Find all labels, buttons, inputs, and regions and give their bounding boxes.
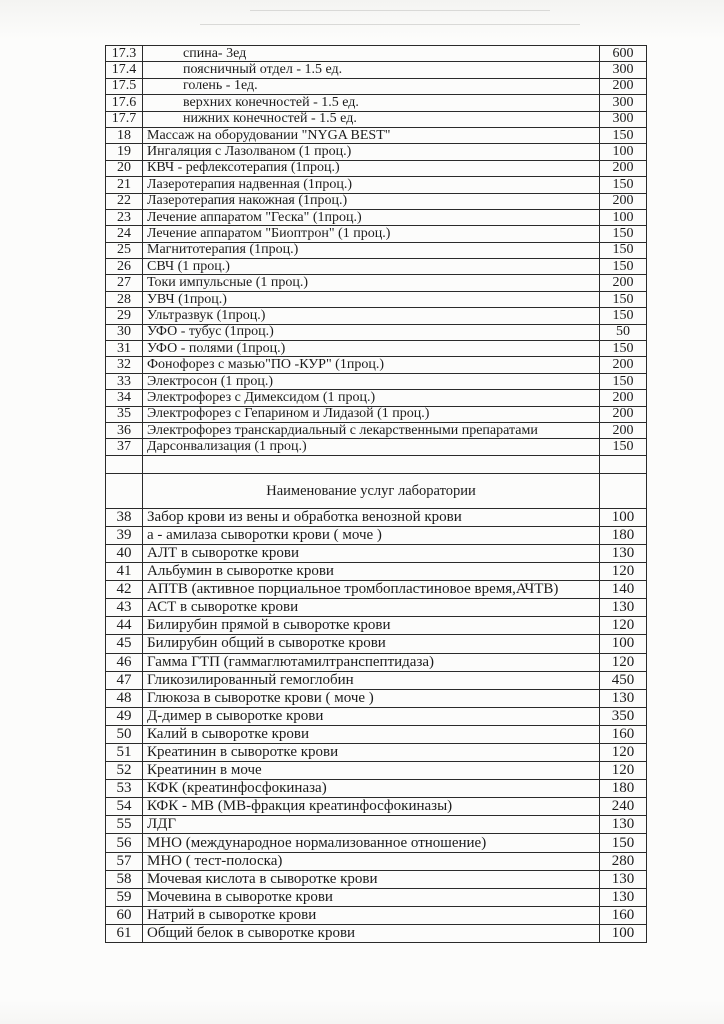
service-name: Глюкоза в сыворотке крови ( моче )	[143, 689, 600, 707]
service-name: Токи импульсные (1 проц.)	[143, 275, 600, 291]
service-name: верхних конечностей - 1.5 ед.	[143, 95, 600, 111]
service-price: 200	[600, 390, 647, 406]
service-name: Калий в сыворотке крови	[143, 725, 600, 743]
service-price: 100	[600, 635, 647, 653]
service-name: КФК (креатинфосфокиназа)	[143, 780, 600, 798]
row-number: 40	[106, 544, 143, 562]
service-name: Креатинин в сыворотке крови	[143, 743, 600, 761]
service-price: 280	[600, 852, 647, 870]
table-row	[106, 390, 647, 406]
service-name: голень - 1ед.	[143, 78, 600, 94]
table-row	[106, 544, 647, 562]
table-row	[106, 160, 647, 176]
table-row	[106, 177, 647, 193]
table-row	[106, 46, 647, 62]
service-name: Мочевая кислота в сыворотке крови	[143, 870, 600, 888]
table-row	[106, 291, 647, 307]
row-number: 19	[106, 144, 143, 160]
service-name: УВЧ (1проц.)	[143, 291, 600, 307]
service-name: Забор крови из вены и обработка венозной крови	[143, 508, 600, 526]
service-price: 180	[600, 526, 647, 544]
service-name: МНО ( тест-полоска)	[143, 852, 600, 870]
service-price: 450	[600, 671, 647, 689]
table-row	[106, 439, 647, 455]
service-price: 200	[600, 357, 647, 373]
service-name: а - амилаза сыворотки крови ( моче )	[143, 526, 600, 544]
bleed-through-line	[250, 10, 550, 11]
service-price: 160	[600, 906, 647, 924]
service-price: 200	[600, 193, 647, 209]
service-price: 100	[600, 508, 647, 526]
table-row	[106, 599, 647, 617]
table-row	[106, 798, 647, 816]
table-row	[106, 581, 647, 599]
service-name: Массаж на оборудовании "NYGA BEST"	[143, 127, 600, 143]
table-row	[106, 422, 647, 438]
row-number: 55	[106, 816, 143, 834]
lab-services-section	[106, 508, 647, 942]
row-number: 48	[106, 689, 143, 707]
table-row	[106, 743, 647, 761]
table-row	[106, 725, 647, 743]
service-name: Д-димер в сыворотке крови	[143, 707, 600, 725]
row-number: 21	[106, 177, 143, 193]
service-name: Ультразвук (1проц.)	[143, 308, 600, 324]
service-name: Лазеротерапия накожная (1проц.)	[143, 193, 600, 209]
bleed-through-line	[200, 24, 580, 25]
service-name: Гамма ГТП (гаммаглютамилтранспептидаза)	[143, 653, 600, 671]
service-name: поясничный отдел - 1.5 ед.	[143, 62, 600, 78]
service-price: 150	[600, 226, 647, 242]
service-price: 150	[600, 341, 647, 357]
row-number: 18	[106, 127, 143, 143]
service-price: 100	[600, 924, 647, 942]
blank-row	[106, 455, 647, 473]
service-name: нижних конечностей - 1.5 ед.	[143, 111, 600, 127]
service-price: 130	[600, 816, 647, 834]
section-row	[106, 473, 647, 508]
row-number: 29	[106, 308, 143, 324]
table-row	[106, 373, 647, 389]
row-number: 41	[106, 563, 143, 581]
table-row	[106, 924, 647, 942]
row-number: 44	[106, 617, 143, 635]
service-price: 100	[600, 209, 647, 225]
row-number: 22	[106, 193, 143, 209]
section-title: Наименование услуг лаборатории	[143, 473, 600, 508]
table-row	[106, 906, 647, 924]
service-price: 200	[600, 406, 647, 422]
service-name: КФК - МВ (МВ-фракция креатинфосфокиназы)	[143, 798, 600, 816]
service-price: 140	[600, 581, 647, 599]
service-name: Электрофорез с Димексидом (1 проц.)	[143, 390, 600, 406]
service-price: 300	[600, 95, 647, 111]
row-number: 35	[106, 406, 143, 422]
table-row	[106, 78, 647, 94]
row-number: 33	[106, 373, 143, 389]
service-price: 130	[600, 689, 647, 707]
service-name: УФО - полями (1проц.)	[143, 341, 600, 357]
service-name: Лазеротерапия надвенная (1проц.)	[143, 177, 600, 193]
row-number: 43	[106, 599, 143, 617]
service-name: Гликозилированный гемоглобин	[143, 671, 600, 689]
row-number: 26	[106, 259, 143, 275]
service-price: 200	[600, 275, 647, 291]
row-number: 17.7	[106, 111, 143, 127]
table-row	[106, 635, 647, 653]
service-price: 150	[600, 373, 647, 389]
service-name: Креатинин в моче	[143, 762, 600, 780]
row-number: 47	[106, 671, 143, 689]
row-number: 51	[106, 743, 143, 761]
service-name: ЛДГ	[143, 816, 600, 834]
row-number: 57	[106, 852, 143, 870]
service-price: 120	[600, 617, 647, 635]
table-row	[106, 324, 647, 340]
service-name: Лечение аппаратом "Биоптрон" (1 проц.)	[143, 226, 600, 242]
row-number: 17.3	[106, 46, 143, 62]
table-row	[106, 834, 647, 852]
service-price: 150	[600, 259, 647, 275]
table-row	[106, 111, 647, 127]
row-number: 56	[106, 834, 143, 852]
row-number: 60	[106, 906, 143, 924]
service-price: 160	[600, 725, 647, 743]
table-row	[106, 127, 647, 143]
service-price: 120	[600, 563, 647, 581]
table-row	[106, 226, 647, 242]
service-price: 130	[600, 599, 647, 617]
row-number: 45	[106, 635, 143, 653]
row-number: 17.4	[106, 62, 143, 78]
row-number: 50	[106, 725, 143, 743]
row-number: 42	[106, 581, 143, 599]
table-row	[106, 62, 647, 78]
service-price: 150	[600, 439, 647, 455]
service-price: 150	[600, 834, 647, 852]
service-name: Мочевина в сыворотке крови	[143, 888, 600, 906]
lab-section-header	[106, 455, 647, 508]
table-row	[106, 526, 647, 544]
table-row	[106, 357, 647, 373]
service-name: Электросон (1 проц.)	[143, 373, 600, 389]
service-name: УФО - тубус (1проц.)	[143, 324, 600, 340]
service-price: 150	[600, 177, 647, 193]
row-number: 61	[106, 924, 143, 942]
service-name: Электрофорез транскардиальный с лекарственными препаратами	[143, 422, 600, 438]
service-price: 130	[600, 544, 647, 562]
table-row	[106, 242, 647, 258]
row-number: 37	[106, 439, 143, 455]
row-number: 20	[106, 160, 143, 176]
service-price: 600	[600, 46, 647, 62]
table-row	[106, 888, 647, 906]
service-name: Общий белок в сыворотке крови	[143, 924, 600, 942]
table-row	[106, 95, 647, 111]
table-row	[106, 508, 647, 526]
service-name: Дарсонвализация (1 проц.)	[143, 439, 600, 455]
service-name: АЛТ в сыворотке крови	[143, 544, 600, 562]
table-row	[106, 762, 647, 780]
service-price: 300	[600, 111, 647, 127]
service-name: Альбумин в сыворотке крови	[143, 563, 600, 581]
row-number: 24	[106, 226, 143, 242]
table-row	[106, 671, 647, 689]
table-row	[106, 308, 647, 324]
table-row	[106, 780, 647, 798]
service-price: 100	[600, 144, 647, 160]
table-row	[106, 870, 647, 888]
service-name: Электрофорез с Гепарином и Лидазой (1 проц.)	[143, 406, 600, 422]
table-row	[106, 341, 647, 357]
row-number: 49	[106, 707, 143, 725]
row-number: 53	[106, 780, 143, 798]
service-price: 200	[600, 422, 647, 438]
row-number: 17.5	[106, 78, 143, 94]
row-number: 34	[106, 390, 143, 406]
service-name: Билирубин общий в сыворотке крови	[143, 635, 600, 653]
service-name: АПТВ (активное порциальное тромбопластиновое время,АЧТВ)	[143, 581, 600, 599]
row-number: 28	[106, 291, 143, 307]
service-price: 150	[600, 308, 647, 324]
row-number: 32	[106, 357, 143, 373]
row-number: 54	[106, 798, 143, 816]
table-row	[106, 193, 647, 209]
service-price: 120	[600, 653, 647, 671]
service-name: Билирубин прямой в сыворотке крови	[143, 617, 600, 635]
service-price: 200	[600, 78, 647, 94]
table-row	[106, 144, 647, 160]
table-row	[106, 852, 647, 870]
row-number: 39	[106, 526, 143, 544]
service-name: МНО (международное нормализованное отношение)	[143, 834, 600, 852]
table-row	[106, 689, 647, 707]
row-number: 30	[106, 324, 143, 340]
service-name: КВЧ - рефлексотерапия (1проц.)	[143, 160, 600, 176]
table-row	[106, 209, 647, 225]
row-number: 46	[106, 653, 143, 671]
row-number: 59	[106, 888, 143, 906]
table-row	[106, 707, 647, 725]
price-list-table	[105, 45, 647, 943]
row-number: 27	[106, 275, 143, 291]
service-name: Магнитотерапия (1проц.)	[143, 242, 600, 258]
service-price: 150	[600, 127, 647, 143]
service-name: Натрий в сыворотке крови	[143, 906, 600, 924]
row-number: 31	[106, 341, 143, 357]
service-price: 120	[600, 743, 647, 761]
row-number: 17.6	[106, 95, 143, 111]
service-price: 200	[600, 160, 647, 176]
service-price: 130	[600, 888, 647, 906]
service-name: АСТ в сыворотке крови	[143, 599, 600, 617]
service-price: 120	[600, 762, 647, 780]
table-row	[106, 275, 647, 291]
service-name: Фонофорез с мазью"ПО -КУР" (1проц.)	[143, 357, 600, 373]
table-row	[106, 563, 647, 581]
row-number: 52	[106, 762, 143, 780]
services-section	[106, 46, 647, 456]
service-price: 50	[600, 324, 647, 340]
service-name: спина- 3ед	[143, 46, 600, 62]
service-price: 150	[600, 291, 647, 307]
service-price: 150	[600, 242, 647, 258]
table-row	[106, 816, 647, 834]
table-row	[106, 617, 647, 635]
service-price: 240	[600, 798, 647, 816]
row-number: 25	[106, 242, 143, 258]
service-price: 300	[600, 62, 647, 78]
row-number: 36	[106, 422, 143, 438]
table-row	[106, 259, 647, 275]
service-price: 180	[600, 780, 647, 798]
service-price: 130	[600, 870, 647, 888]
table-row	[106, 653, 647, 671]
service-name: СВЧ (1 проц.)	[143, 259, 600, 275]
service-name: Ингаляция с Лазолваном (1 проц.)	[143, 144, 600, 160]
table-row	[106, 406, 647, 422]
row-number: 58	[106, 870, 143, 888]
service-price: 350	[600, 707, 647, 725]
row-number: 23	[106, 209, 143, 225]
service-name: Лечение аппаратом "Геска" (1проц.)	[143, 209, 600, 225]
row-number: 38	[106, 508, 143, 526]
